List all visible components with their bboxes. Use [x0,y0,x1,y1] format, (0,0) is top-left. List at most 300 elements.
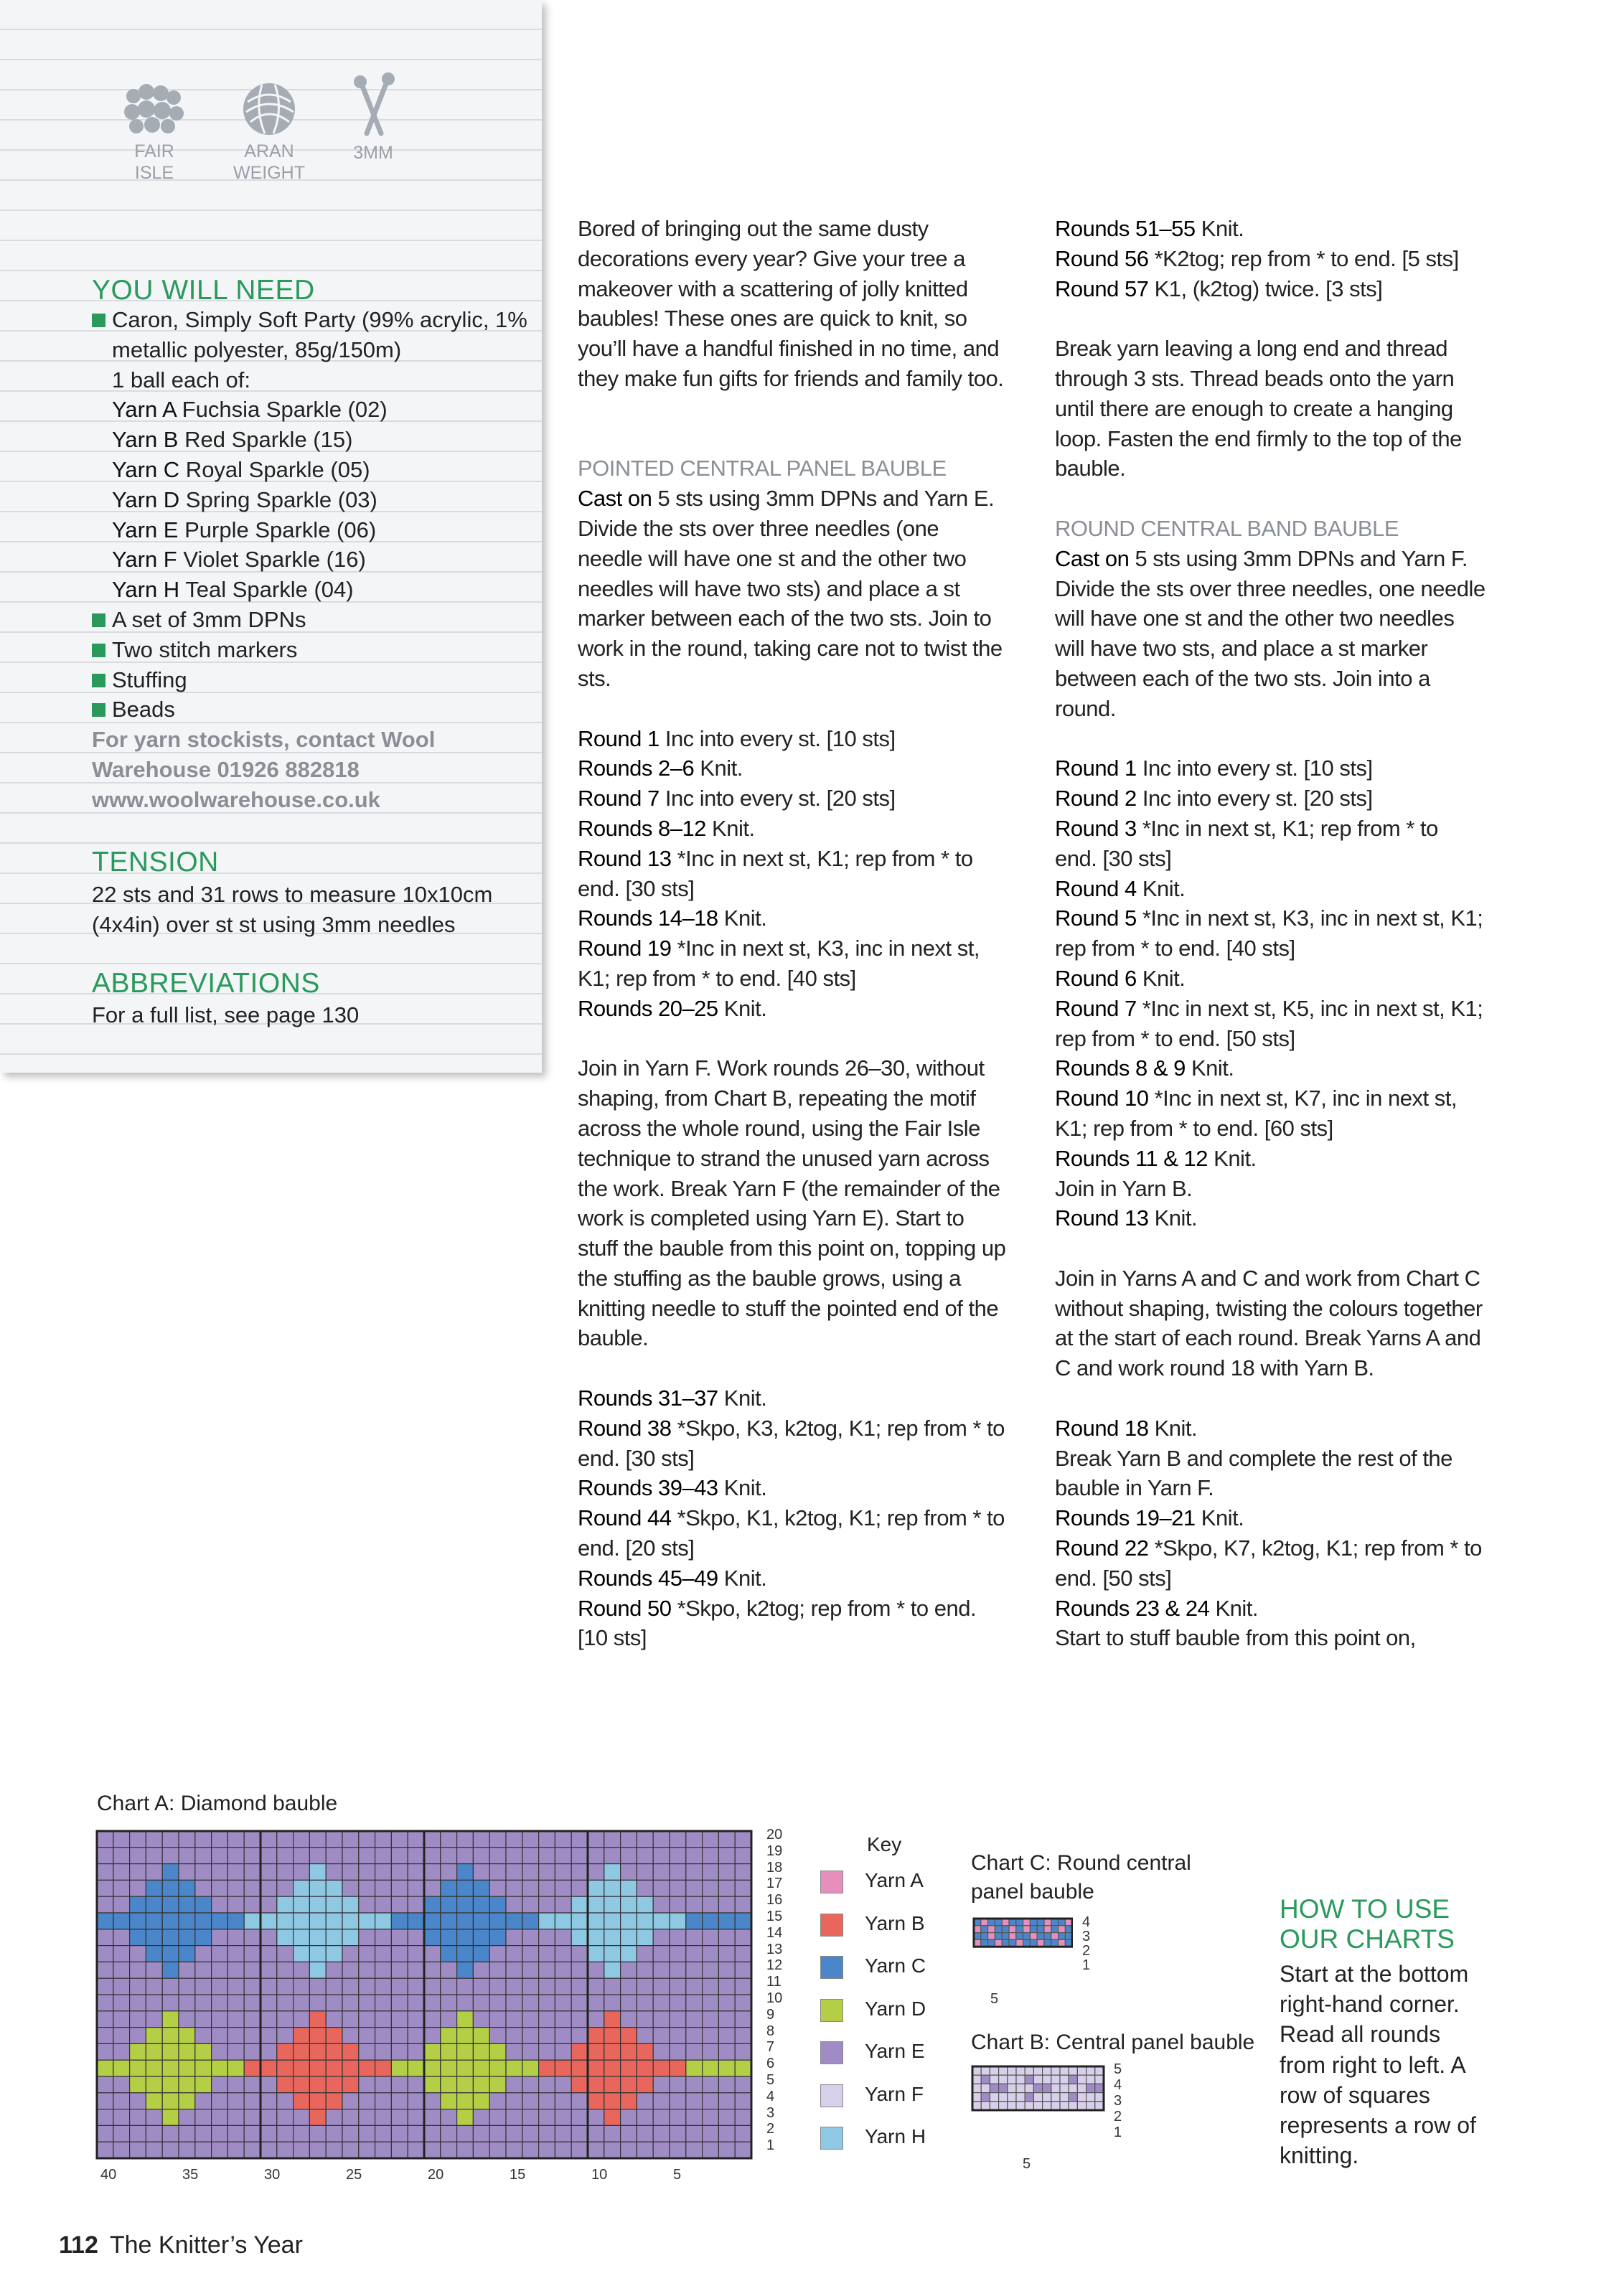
chart-cell [277,2093,294,2109]
chart-cell [718,2076,735,2093]
chart-cell [539,2093,555,2109]
chart-cell [212,2142,228,2158]
chart-cell [457,1929,474,1946]
chart-cell [227,2076,244,2093]
chart-cell [604,1913,621,1929]
chart-cell [604,2028,621,2044]
chart-cell [670,1913,686,1929]
chart-cell [309,1929,326,1946]
paragraph [1055,1623,1485,1653]
chart-cell [670,1929,686,1946]
chart-cell [1051,2093,1060,2102]
chart-cell [621,2028,637,2044]
chart-cell [718,2125,735,2142]
chart-cell [703,2125,719,2142]
chart-cell [735,2125,751,2142]
chart-cell [408,2142,424,2158]
chart-cell [212,2093,228,2109]
row-number: 1 [1114,2125,1122,2140]
chart-cell [1077,2084,1086,2092]
chart-cell [604,1946,621,1962]
chart-cell [522,1831,539,1848]
chart-cell [342,1864,359,1881]
chart-cell [1008,2066,1016,2075]
instruction [1055,1144,1485,1174]
chart-cell [441,2043,457,2060]
chart-cell [261,1880,277,1896]
chart-cell [179,2125,195,2142]
chart-cell [637,1962,653,1978]
chart-cell [309,1864,326,1881]
chart-cell [735,1896,751,1913]
chart-cell [277,1831,294,1848]
instruction-text: Inc into every st. [10 sts] [659,725,896,751]
chart-cell [473,1946,489,1962]
instruction-text: Knit. [1195,1505,1244,1531]
chart-cell [670,2060,686,2076]
chart-cell [408,2011,424,2028]
chart-cell [1060,2102,1069,2110]
fair-isle-badge [118,80,190,184]
instruction [578,814,1008,844]
chart-cell [326,2043,342,2060]
materials-list [92,305,537,725]
chart-cell [670,1848,686,1864]
instruction-text: Join in Yarns A and C and work from Chart C without shaping, twisting the colours together at the start of each round. Break Yarns A and C and work round 18 with Yarn B. [1055,1265,1483,1381]
instruction-text: 5 sts using 3mm DPNs and Yarn E. Divide the sts over three needles (one needle will have one st and the other two needles will have two sts) and place a st marker between each of the two sts. Join to work in the round, taking care not to twist the sts. [578,486,1003,691]
chart-cell [408,1880,424,1896]
chart-cell [130,2093,146,2109]
chart-cell [227,2093,244,2109]
chart-cell [342,2011,359,2028]
chart-cell [261,1831,277,1848]
instruction-text: 5 sts using 3mm DPNs and Yarn F. Divide the sts over three needles, one needle will have one st and the other two needles will have two sts, and place a st marker between each of the two sts. Join into a round. [1055,545,1485,721]
chart-cell [375,1978,392,1995]
chart-cell [179,1848,195,1864]
chart-cell [637,2076,653,2093]
chart-cell [718,1995,735,2011]
chart-cell [588,1929,604,1946]
chart-cell [473,2093,489,2109]
chart-cell [653,2028,670,2044]
chart-cell [408,2109,424,2126]
chart-cell [1069,2102,1077,2110]
chart-cell [244,2043,261,2060]
chart-cell [670,2109,686,2126]
instruction [1055,753,1485,784]
chart-cell [735,2109,751,2126]
instruction-label: Round 6 [1055,965,1137,991]
chart-cell [244,2060,261,2076]
chart-cell [621,1962,637,1978]
chart-cell [1016,2084,1025,2092]
chart-cell [735,1962,751,1978]
row-number: 4 [1114,2077,1122,2093]
chart-cell [1037,1926,1044,1933]
chart-cell [195,2076,212,2093]
chart-cell [506,1929,522,1946]
chart-cell [179,1929,195,1946]
chart-cell [621,1995,637,2011]
chart-cell [621,2093,637,2109]
chart-cell [162,2093,179,2109]
instruction [578,1413,1008,1474]
chart-cell [294,1896,310,1913]
chart-cell [686,2043,703,2060]
chart-cell [703,1864,719,1881]
instruction-text: Join in Yarn F. Work rounds 26–30, without shaping, from Chart B, repeating the motif across the whole round, using the Fair Isle technique to strand the unused yarn across the work. Break Yarn F (the remainder of the work is completed using Yarn E). Start to stuff the bauble from this point on, topping up the stuffing as the bauble grows, using a knitting needle to stuff the pointed end of the bauble. [578,1055,1006,1351]
chart-cell [146,1864,162,1881]
instruction-text: Knit. [718,1475,767,1501]
chart-cell [621,1978,637,1995]
chart-cell [637,1929,653,1946]
instruction-label: Round 7 [1055,995,1137,1021]
chart-cell [146,2142,162,2158]
chart-cell [588,1831,604,1848]
chart-cell [506,1913,522,1929]
chart-cell [457,2043,474,2060]
chart-cell [326,2142,342,2158]
chart-cell [244,1831,261,1848]
chart-cell [571,1831,588,1848]
chart-cell [113,2028,130,2044]
yarn-ball-icon [240,80,298,136]
chart-cell [555,1978,571,1995]
chart-cell [522,2142,539,2158]
chart-cell [359,2076,375,2093]
column-number: 5 [990,1991,999,2007]
chart-cell [653,1864,670,1881]
chart-cell [1037,1933,1044,1940]
chart-cell [424,1896,441,1913]
chart-cell [621,2142,637,2158]
chart-cell [555,2093,571,2109]
chart-cell [1086,2066,1095,2075]
instruction [578,933,1008,994]
instruction-text: *Inc in next st, K1; rep from * to end. [30 sts] [1055,815,1438,871]
chart-cell [686,1864,703,1881]
chart-cell [113,1946,130,1962]
chart-cell [670,1946,686,1962]
chart-cell [244,1962,261,1978]
chart-cell [162,1929,179,1946]
chart-cell [162,1896,179,1913]
chart-cell [473,1978,489,1995]
chart-cell [227,2028,244,2044]
chart-cell [130,1995,146,2011]
chart-cell [506,1880,522,1896]
chart-cell [555,2076,571,2093]
chart-cell [294,1978,310,1995]
chart-cell [441,1978,457,1995]
chart-cell [162,2011,179,2028]
chart-cell [1002,1926,1009,1933]
paragraph-gap [1055,1233,1485,1264]
chart-cell [1051,2075,1060,2084]
chart-cell [309,1896,326,1913]
instruction [1055,1083,1485,1144]
chart-cell [212,1880,228,1896]
chart-cell [1060,2084,1069,2092]
chart-cell [309,1962,326,1978]
chart-cell [588,2011,604,2028]
chart-cell [506,2011,522,2028]
chart-cell [441,1946,457,1962]
chart-cell [489,2093,506,2109]
chart-cell [130,1946,146,1962]
chart-cell [195,1962,212,1978]
paragraph-gap [578,1024,1008,1054]
chart-cell [1030,1926,1037,1933]
row-number: 2 [1082,1943,1091,1959]
chart-cell [1002,1933,1009,1940]
chart-cell [309,1913,326,1929]
chart-cell [277,2076,294,2093]
chart-cell [359,1831,375,1848]
chart-cell [326,2076,342,2093]
chart-cell [326,1946,342,1962]
chart-cell [670,2093,686,2109]
chart-cell [981,2075,990,2084]
chart-cell [489,1913,506,1929]
chart-cell [212,1913,228,1929]
chart-cell [457,1831,474,1848]
chart-cell [162,2028,179,2044]
column-number: 15 [510,2167,526,2183]
instruction-text: Knit. [1209,1595,1258,1621]
chart-cell [1025,2093,1033,2102]
chart-cell [97,2011,113,2028]
chart-cell [391,1929,408,1946]
key-title: Key [867,1833,902,1855]
instruction [1055,274,1485,304]
chart-cell [244,1880,261,1896]
paragraph-gap [578,1353,1008,1383]
chart-cell [391,2125,408,2142]
chart-cell [637,1848,653,1864]
chart-cell [621,1880,637,1896]
chart-cell [146,2076,162,2093]
chart-cell [588,1962,604,1978]
chart-a-title: Chart A: Diamond bauble [97,1792,338,1815]
chart-cell [718,2028,735,2044]
row-number: 6 [766,2056,775,2072]
chart-cell [294,2142,310,2158]
chart-cell [179,1864,195,1881]
chart-cell [539,2043,555,2060]
instruction [1055,1533,1485,1594]
row-number: 16 [766,1892,783,1909]
chart-cell [391,2011,408,2028]
chart-cell [130,2142,146,2158]
chart-cell [1008,2093,1016,2102]
chart-cell [735,1913,751,1929]
chart-cell [718,1978,735,1995]
chart-cell [621,1864,637,1881]
paragraph-gap [578,394,1008,424]
instruction-text: Knit. [718,1565,767,1591]
chart-cell [113,2093,130,2109]
chart-cell [1051,1933,1059,1940]
chart-cell [1009,1933,1016,1940]
chart-cell [244,1896,261,1913]
chart-cell [408,1864,424,1881]
chart-cell [637,1995,653,2011]
instruction-text: Knit. [718,905,767,931]
chart-cell [999,2066,1008,2075]
chart-cell [506,2109,522,2126]
chart-b-title: Chart B: Central panel bauble [971,2031,1255,2054]
instruction-text: Knit. [694,756,743,781]
chart-cell [195,1831,212,1848]
chart-cell [489,1995,506,2011]
chart-cell [309,2093,326,2109]
paragraph [1055,334,1485,484]
chart-cell [990,2066,998,2075]
chart-cell [130,2076,146,2093]
chart-cell [261,1913,277,1929]
chart-cell [604,2142,621,2158]
instruction-text: *Skpo, K1, k2tog, K1; rep from * to end. [20 sts] [578,1505,1005,1561]
chart-cell [277,1848,294,1864]
instruction-label: Round 4 [1055,875,1137,901]
chart-cell [571,2028,588,2044]
you-will-need-heading: YOU WILL NEED [92,275,315,306]
chart-cell [359,2093,375,2109]
chart-cell [1077,2075,1086,2084]
chart-cell [555,2142,571,2158]
chart-cell [1060,2066,1069,2075]
chart-cell [195,2011,212,2028]
instruction-label: Round 44 [578,1505,672,1531]
chart-cell [342,2109,359,2126]
chart-cell [1043,2084,1051,2092]
chart-cell [539,1946,555,1962]
chart-cell [735,2093,751,2109]
chart-cell [424,2125,441,2142]
chart-cell [604,2109,621,2126]
chart-cell [227,1929,244,1946]
chart-cell [375,1929,392,1946]
chart-cell [179,1880,195,1896]
chart-cell [621,2125,637,2142]
chart-cell [244,2125,261,2142]
chart-cell [227,2060,244,2076]
chart-cell [342,1831,359,1848]
chart-cell [441,1864,457,1881]
chart-cell [735,1946,751,1962]
chart-cell [972,2084,981,2092]
chart-cell [424,1864,441,1881]
chart-cell [146,1962,162,1978]
chart-cell [97,1995,113,2011]
column-number: 40 [100,2167,117,2183]
chart-cell [506,2043,522,2060]
chart-cell [571,1880,588,1896]
chart-cell [621,2109,637,2126]
chart-cell [146,1929,162,1946]
chart-cell [457,2060,474,2076]
chart-cell [309,2109,326,2126]
chart-cell [342,2125,359,2142]
chart-cell [990,2102,998,2110]
instruction [1055,903,1485,964]
instruction [578,753,1008,784]
chart-cell [604,1864,621,1881]
chart-cell [130,1880,146,1896]
chart-cell [1069,2066,1077,2075]
key-swatch [820,1956,843,1979]
chart-cell [179,1946,195,1962]
chart-cell [113,1913,130,1929]
chart-cell [588,2043,604,2060]
chart-cell [97,2125,113,2142]
chart-cell [604,2060,621,2076]
chart-cell [375,1946,392,1962]
chart-cell [294,1946,310,1962]
chart-cell [653,1962,670,1978]
chart-cell [473,1880,489,1896]
chart-cell [97,2043,113,2060]
chart-cell [670,1896,686,1913]
chart-cell [326,1880,342,1896]
chart-cell [179,1978,195,1995]
chart-cell [391,1995,408,2011]
chart-cell [441,2109,457,2126]
chart-cell [522,1929,539,1946]
chart-cell [999,2075,1008,2084]
row-number: 11 [766,1974,782,1990]
instruction [1055,214,1485,244]
chart-cell [408,1913,424,1929]
chart-cell [294,2076,310,2093]
chart-cell [457,2142,474,2158]
chart-cell [506,1831,522,1848]
chart-cell [522,2028,539,2044]
chart-cell [326,2109,342,2126]
chart-cell [97,2028,113,2044]
chart-cell [244,1929,261,1946]
chart-cell [424,1946,441,1962]
chart-cell [441,2060,457,2076]
chart-cell [981,1926,988,1933]
chart-cell [391,1864,408,1881]
chart-cell [506,1978,522,1995]
chart-cell [653,2076,670,2093]
chart-cell [703,2142,719,2158]
instruction-text: Start to stuff bauble from this point on, [1055,1625,1416,1651]
chart-cell [686,2028,703,2044]
chart-cell [261,2125,277,2142]
chart-cell [294,1880,310,1896]
chart-cell [506,1946,522,1962]
chart-cell [342,1978,359,1995]
chart-cell [522,2125,539,2142]
chart-cell [113,2142,130,2158]
column-number: 30 [264,2167,281,2183]
chart-cell [703,1978,719,1995]
chart-cell [1086,2075,1095,2084]
chart-cell [179,2011,195,2028]
instruction-text: Break Yarn B and complete the rest of the bauble in Yarn F. [1055,1445,1452,1501]
chart-cell [718,1929,735,1946]
chart-cell [146,2109,162,2126]
chart-cell [261,2060,277,2076]
chart-cell [506,1864,522,1881]
chart-cell [621,1929,637,1946]
chart-cell [539,1831,555,1848]
chart-cell [653,2125,670,2142]
